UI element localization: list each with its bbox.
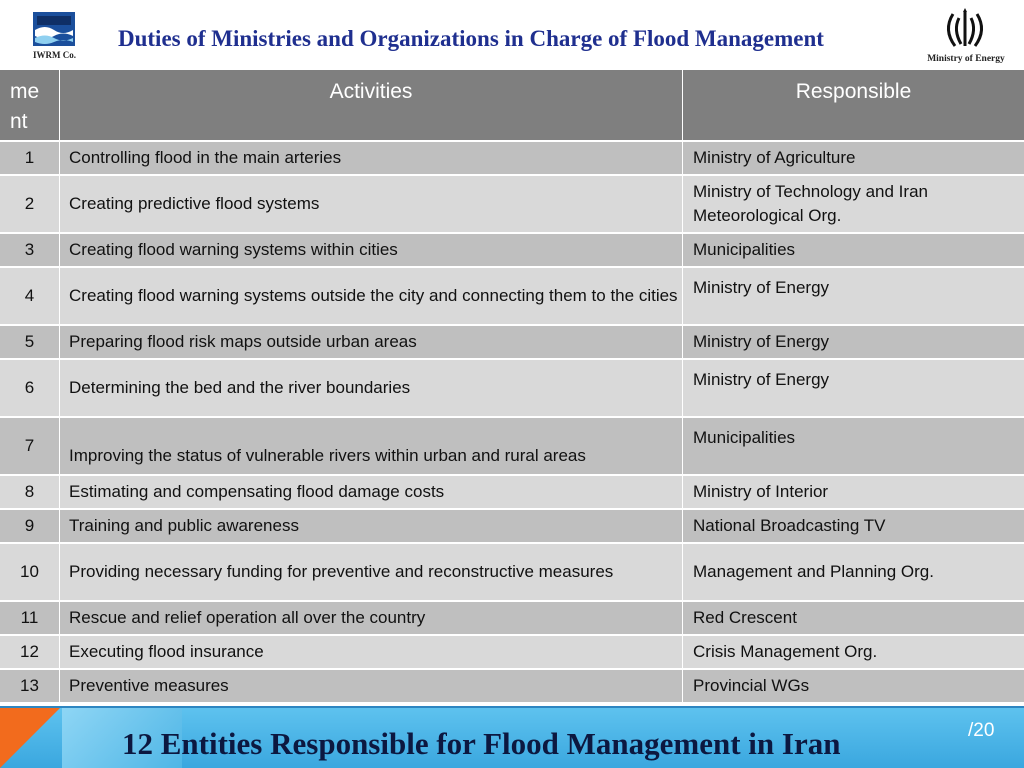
column-header-number-label: me nt: [10, 80, 40, 133]
iwrm-logo-icon: [33, 12, 75, 46]
table-row: [0, 670, 1024, 704]
table-row: [0, 360, 1024, 418]
row-number: 8: [0, 476, 60, 510]
table-row: [0, 476, 1024, 510]
row-activity: Creating predictive flood systems: [60, 176, 683, 234]
row-responsible: Municipalities: [683, 234, 1024, 268]
footer-orange-triangle: [0, 706, 62, 768]
row-activity: Creating flood warning systems within cities: [60, 234, 683, 268]
row-activity: Controlling flood in the main arteries: [60, 142, 683, 176]
table-row: [0, 602, 1024, 636]
row-number: 2: [0, 176, 60, 234]
page-title: Duties of Ministries and Organizations in Charge of Flood Management: [118, 26, 824, 51]
row-responsible: Red Crescent: [683, 602, 1024, 636]
table-row: [0, 544, 1024, 602]
table-row: [0, 234, 1024, 268]
row-activity: Determining the bed and the river boundaries: [60, 360, 683, 418]
row-responsible: Management and Planning Org.: [683, 544, 1024, 602]
column-header-activities: Activities: [60, 70, 683, 142]
page-number: /20: [968, 720, 995, 741]
row-responsible: Ministry of Energy: [683, 326, 1024, 360]
footer-title: 12 Entities Responsible for Flood Management in Iran: [122, 726, 841, 761]
row-number: 9: [0, 510, 60, 544]
row-number: 1: [0, 142, 60, 176]
row-responsible: National Broadcasting TV: [683, 510, 1024, 544]
row-number: 10: [0, 544, 60, 602]
row-number: 6: [0, 360, 60, 418]
table-row: [0, 176, 1024, 234]
row-activity: Creating flood warning systems outside the city and connecting them to the cities: [60, 268, 683, 326]
row-responsible: Provincial WGs: [683, 670, 1024, 704]
row-activity: Training and public awareness: [60, 510, 683, 544]
row-activity: Improving the status of vulnerable rivers within urban and rural areas: [60, 418, 683, 476]
iwrm-logo-label: IWRM Co.: [33, 50, 76, 60]
ministry-logo-label: Ministry of Energy: [927, 54, 1005, 64]
column-header-responsible: Responsible: [683, 70, 1024, 142]
row-responsible: Ministry of Interior: [683, 476, 1024, 510]
footer-divider: [0, 706, 1024, 708]
table-header-row: [0, 70, 1024, 142]
row-activity: Preventive measures: [60, 670, 683, 704]
column-header-number: [0, 70, 60, 142]
row-number: 12: [0, 636, 60, 670]
table-row: [0, 326, 1024, 360]
row-responsible: Crisis Management Org.: [683, 636, 1024, 670]
slide-footer: [0, 706, 1024, 768]
row-activity: Providing necessary funding for preventive and reconstructive measures: [60, 544, 683, 602]
table-row: [0, 418, 1024, 476]
row-number: 4: [0, 268, 60, 326]
table-row: [0, 636, 1024, 670]
row-activity: Estimating and compensating flood damage costs: [60, 476, 683, 510]
row-activity: Preparing flood risk maps outside urban areas: [60, 326, 683, 360]
row-number: 3: [0, 234, 60, 268]
row-number: 7: [0, 418, 60, 476]
row-responsible: Ministry of Agriculture: [683, 142, 1024, 176]
row-activity: Executing flood insurance: [60, 636, 683, 670]
row-number: 11: [0, 602, 60, 636]
table-row: [0, 142, 1024, 176]
table-row: [0, 268, 1024, 326]
row-number: 5: [0, 326, 60, 360]
iran-emblem-icon: [941, 8, 989, 50]
row-responsible: Ministry of Technology and Iran Meteorological Org.: [683, 176, 1024, 234]
row-responsible: Ministry of Energy: [683, 360, 1024, 418]
row-activity: Rescue and relief operation all over the country: [60, 602, 683, 636]
row-responsible: Municipalities: [683, 418, 1024, 476]
row-number: 13: [0, 670, 60, 704]
row-responsible: Ministry of Energy: [683, 268, 1024, 326]
slide-header: [0, 0, 1024, 70]
table-row: [0, 510, 1024, 544]
